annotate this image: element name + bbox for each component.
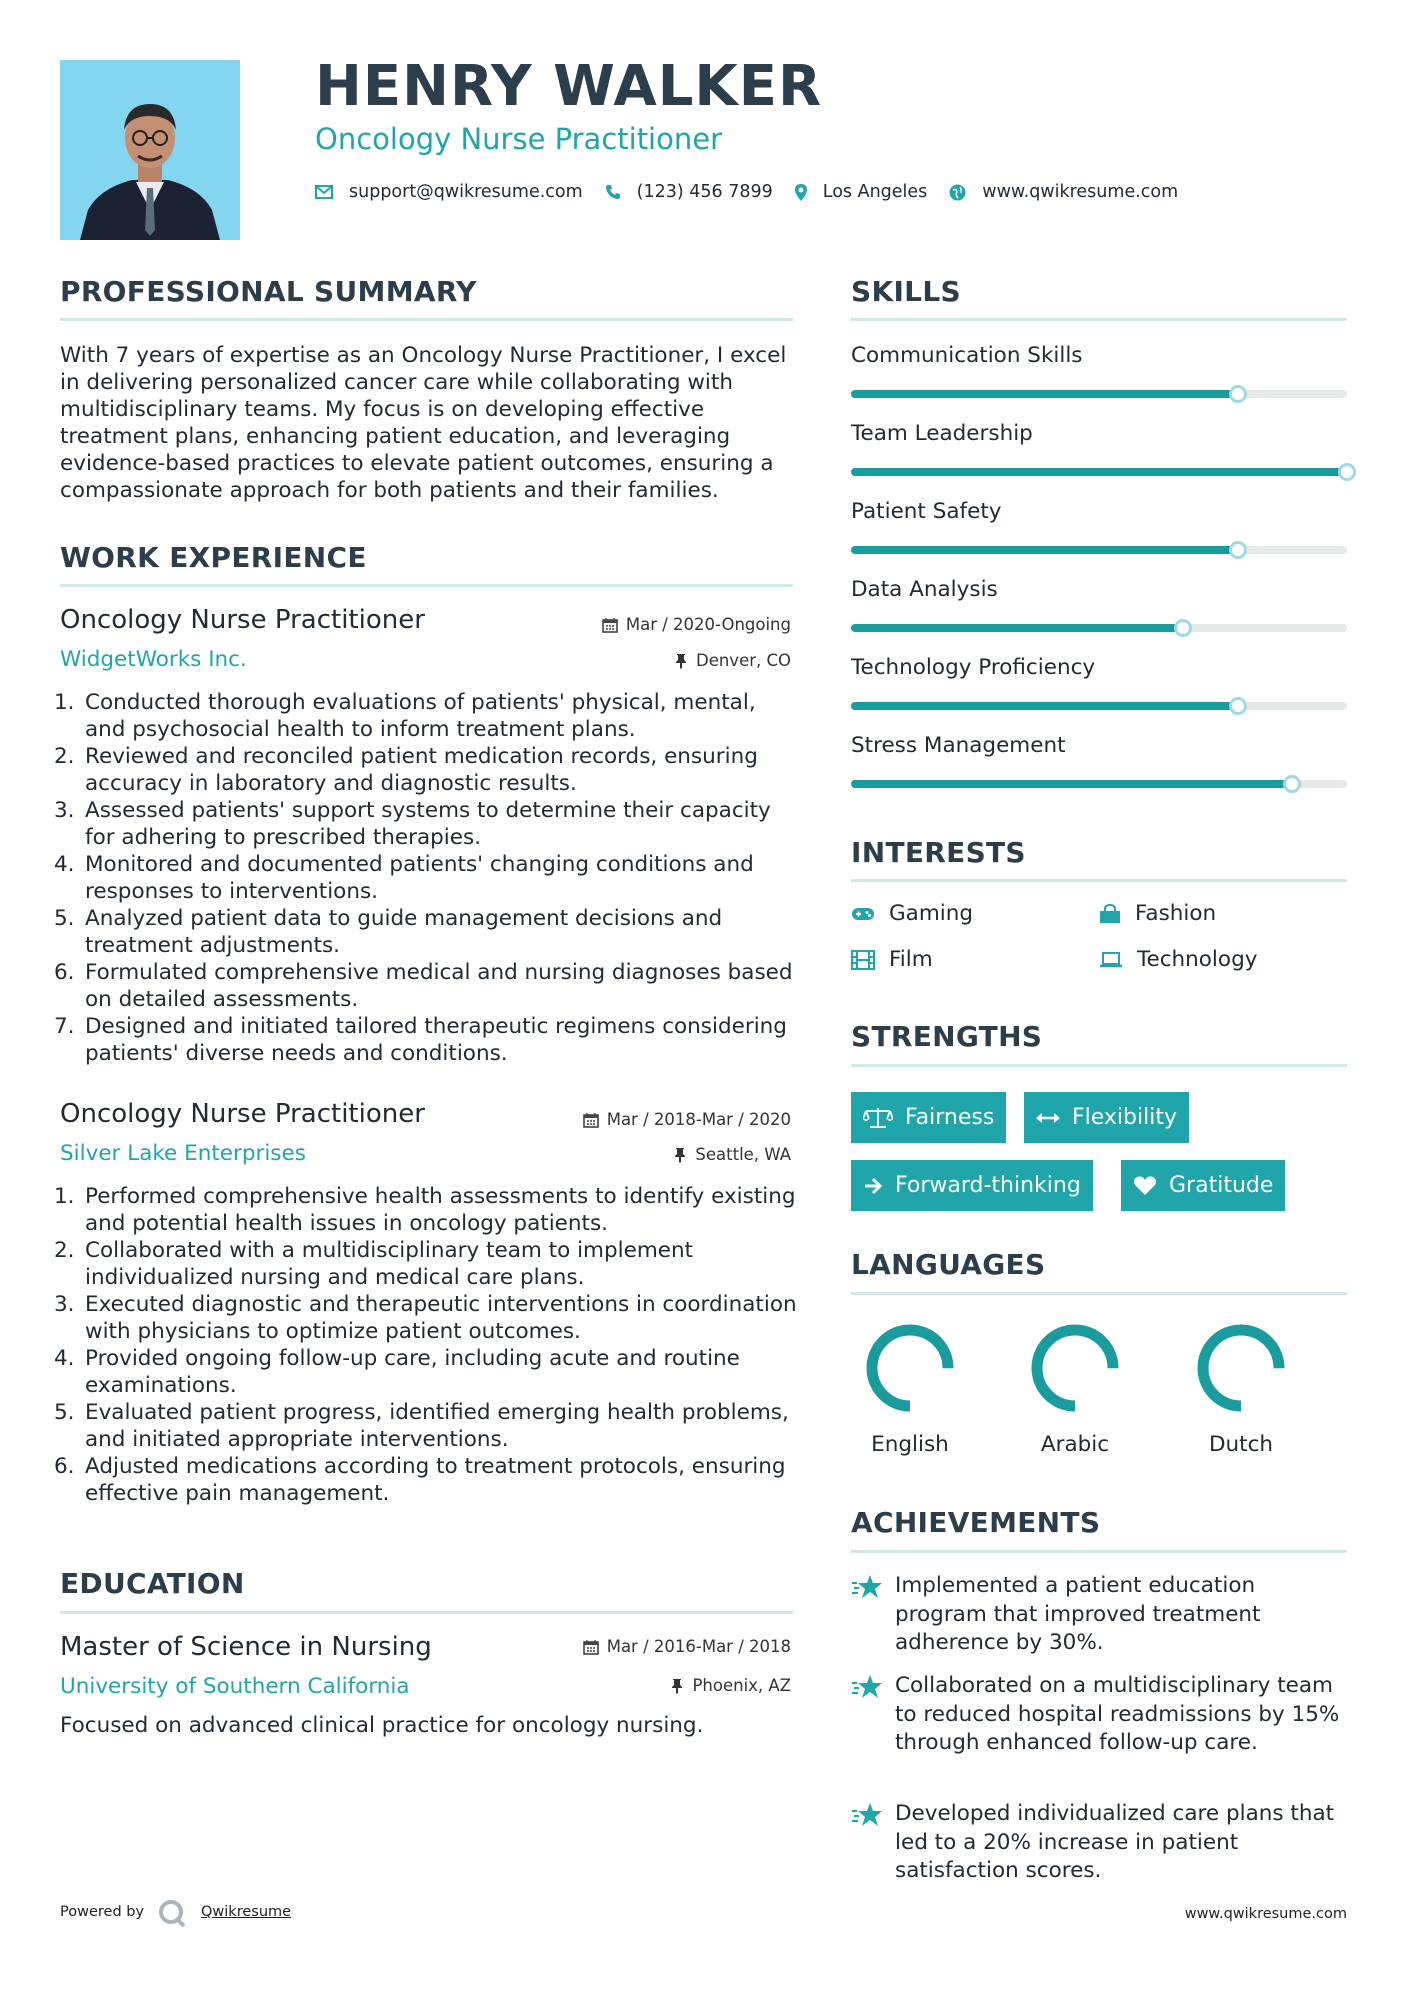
star-icon [851, 1674, 883, 1700]
map-marker-icon [795, 184, 807, 201]
skill-level-fill [851, 468, 1347, 476]
contact-email[interactable] [315, 182, 583, 202]
skill-level-track [851, 468, 1347, 476]
contact-website-text: www.qwikresume.com [982, 182, 1179, 202]
skills-heading: SKILLS [851, 275, 961, 308]
skill-label: Data Analysis [851, 577, 998, 602]
achievements-heading: ACHIEVEMENTS [851, 1506, 1101, 1539]
contact-website[interactable] [949, 182, 1178, 202]
degree-title: Master of Science in Nursing [60, 1632, 432, 1662]
qwikresume-link[interactable]: Qwikresume [201, 1904, 292, 1920]
language-label: Arabic [1040, 1432, 1110, 1457]
skill-level-track [851, 390, 1347, 398]
language-level-ring [860, 1318, 960, 1418]
education-heading: EDUCATION [60, 1567, 245, 1600]
skill-level-fill [851, 780, 1292, 788]
education-dates [583, 1637, 791, 1656]
job-1-title: Oncology Nurse Practitioner [60, 605, 425, 635]
star-icon [851, 1574, 883, 1600]
language-level-arc [872, 1330, 948, 1406]
contact-phone[interactable] [605, 182, 773, 202]
phone-icon [605, 184, 621, 200]
language-level-arc [1037, 1330, 1113, 1406]
list-item: 4. Monitored and documented patients' changing conditions and responses to interventions. [54, 852, 754, 904]
job-2-title: Oncology Nurse Practitioner [60, 1099, 425, 1129]
summary-rule [60, 318, 793, 321]
shopping-bag-icon [1099, 904, 1121, 924]
job-1-location-text: Denver, CO [695, 651, 791, 670]
candidate-name: HENRY WALKER [315, 54, 823, 119]
achievement-1: Implemented a patient education program that improved treatment adherence by 30%. [851, 1572, 1347, 1658]
summary-text: With 7 years of expertise as an Oncology Nurse Practitioner, I excel in delivering personalized cancer care while collaborating with multidisciplinary teams. My focus is on developing effective treatment plans, enhancing patient education, and leveraging evidence-based practices to elevate patient outcomes, ensuring a compassionate approach for both patients and their families. [60, 343, 787, 503]
strength-fairness: Fairness [851, 1092, 1006, 1143]
achievement-3: Developed individualized care plans that led to a 20% increase in patient satisfaction scores. [851, 1800, 1347, 1886]
contact-email-text: support@qwikresume.com [349, 182, 583, 202]
strengths-heading: STRENGTHS [851, 1020, 1043, 1053]
job-2-bullets [54, 1183, 800, 1507]
contact-location [795, 182, 928, 202]
skill-level-track [851, 624, 1347, 632]
candidate-title: Oncology Nurse Practitioner [315, 122, 723, 156]
interests-heading: INTERESTS [851, 836, 1026, 869]
interest-film: Film [851, 947, 933, 972]
strength-gratitude: Gratitude [1121, 1160, 1285, 1211]
arrow-right-icon [863, 1177, 883, 1195]
skill-level-knob [1229, 385, 1247, 403]
globe-icon [949, 184, 966, 201]
language-item [850, 1318, 970, 1457]
languages-heading: LANGUAGES [851, 1248, 1046, 1281]
language-item [1181, 1318, 1301, 1457]
gamepad-icon [851, 906, 875, 922]
skill-label: Stress Management [851, 733, 1066, 758]
skill-level-fill [851, 546, 1238, 554]
list-item: 3. Executed diagnostic and therapeutic interventions in coordination with physicians to optimize patient outcomes. [54, 1292, 797, 1344]
job-1-bullets [54, 689, 800, 1067]
film-icon [851, 950, 875, 970]
profile-photo [60, 60, 240, 240]
laptop-icon [1099, 951, 1123, 969]
contact-bar [315, 178, 1200, 206]
list-item: 1. Conducted thorough evaluations of patients' physical, mental, and psychosocial health to inform treatment plans. [54, 690, 756, 742]
interest-gaming: Gaming [851, 901, 973, 926]
language-level-ring [1025, 1318, 1125, 1418]
pushpin-icon [670, 1678, 684, 1694]
skill-level-track [851, 780, 1347, 788]
job-2-dates-text: Mar / 2018-Mar / 2020 [606, 1110, 791, 1129]
language-label: English [871, 1432, 949, 1457]
education-description: Focused on advanced clinical practice for oncology nursing. [60, 1713, 704, 1738]
calendar-icon [602, 617, 618, 633]
education-dates-text: Mar / 2016-Mar / 2018 [606, 1637, 791, 1656]
languages-rule [851, 1292, 1347, 1295]
footer-url[interactable]: www.qwikresume.com [1184, 1906, 1347, 1922]
calendar-icon [583, 1112, 599, 1128]
skill-level-knob [1174, 619, 1192, 637]
list-item: 5. Analyzed patient data to guide management decisions and treatment adjustments. [54, 906, 723, 958]
interest-fashion: Fashion [1099, 901, 1216, 926]
skill-level-track [851, 546, 1347, 554]
contact-phone-text: (123) 456 7899 [636, 182, 773, 202]
skill-label: Team Leadership [851, 421, 1033, 446]
list-item: 5. Evaluated patient progress, identified emerging health problems, and initiated appropriate interventions. [54, 1400, 789, 1452]
skill-level-knob [1283, 775, 1301, 793]
interest-technology: Technology [1099, 947, 1257, 972]
skills-rule [851, 318, 1347, 321]
job-1-dates [602, 615, 791, 634]
qwikresume-logo-icon [157, 1898, 187, 1928]
list-item: 7. Designed and initiated tailored therapeutic regimens considering patients' diverse needs and conditions. [54, 1014, 787, 1066]
calendar-icon [583, 1639, 599, 1655]
language-item [1015, 1318, 1135, 1457]
skill-level-fill [851, 390, 1238, 398]
star-icon [851, 1802, 883, 1828]
contact-location-text: Los Angeles [822, 182, 928, 202]
pushpin-icon [674, 653, 688, 669]
list-item: 3. Assessed patients' support systems to determine their capacity for adhering to prescribed therapies. [54, 798, 771, 850]
achievement-2: Collaborated on a multidisciplinary team to reduced hospital readmissions by 15% through enhanced follow-up care. [851, 1672, 1347, 1758]
language-level-arc [1203, 1330, 1279, 1406]
strengths-rule [851, 1064, 1347, 1067]
skill-level-knob [1229, 697, 1247, 715]
skill-label: Technology Proficiency [851, 655, 1096, 680]
education-rule [60, 1611, 793, 1614]
list-item: 4. Provided ongoing follow-up care, including acute and routine examinations. [54, 1346, 740, 1398]
job-1-company: WidgetWorks Inc. [60, 647, 247, 672]
pushpin-icon [673, 1147, 687, 1163]
skill-level-fill [851, 702, 1238, 710]
interests-rule [851, 879, 1347, 882]
language-label: Dutch [1208, 1432, 1274, 1457]
envelope-icon [315, 185, 333, 199]
achievements-rule [851, 1550, 1347, 1553]
school-name: University of Southern California [60, 1674, 410, 1699]
summary-heading: PROFESSIONAL SUMMARY [60, 275, 477, 308]
powered-by-label: Powered by [60, 1904, 145, 1920]
skill-label: Patient Safety [851, 499, 1002, 524]
job-2-company: Silver Lake Enterprises [60, 1141, 306, 1166]
job-2-location [673, 1145, 791, 1164]
experience-heading: WORK EXPERIENCE [60, 541, 367, 574]
experience-rule [60, 584, 793, 587]
heart-icon [1133, 1176, 1157, 1196]
skill-level-track [851, 702, 1347, 710]
job-1-dates-text: Mar / 2020-Ongoing [625, 615, 791, 634]
strength-forward-thinking: Forward-thinking [851, 1160, 1093, 1211]
language-level-ring [1191, 1318, 1291, 1418]
strength-flexibility: Flexibility [1024, 1092, 1189, 1143]
skill-level-fill [851, 624, 1183, 632]
arrows-horizontal-icon [1036, 1111, 1060, 1125]
skill-label: Communication Skills [851, 343, 1083, 368]
job-2-dates [583, 1110, 791, 1129]
education-location [670, 1676, 791, 1695]
list-item: 2. Reviewed and reconciled patient medication records, ensuring accuracy in laboratory and diagnostic results. [54, 744, 758, 796]
skill-level-knob [1338, 463, 1356, 481]
list-item: 6. Adjusted medications according to treatment protocols, ensuring effective pain management. [54, 1454, 786, 1506]
skill-level-knob [1229, 541, 1247, 559]
job-2-location-text: Seattle, WA [695, 1145, 791, 1164]
list-item: 1. Performed comprehensive health assessments to identify existing and potential health issues in oncology patients. [54, 1184, 796, 1236]
education-location-text: Phoenix, AZ [692, 1676, 791, 1695]
job-1-location [674, 651, 791, 670]
balance-scale-icon [863, 1107, 893, 1129]
list-item: 2. Collaborated with a multidisciplinary team to implement individualized nursing and medical care plans. [54, 1238, 694, 1290]
list-item: 6. Formulated comprehensive medical and nursing diagnoses based on detailed assessments. [54, 960, 793, 1012]
